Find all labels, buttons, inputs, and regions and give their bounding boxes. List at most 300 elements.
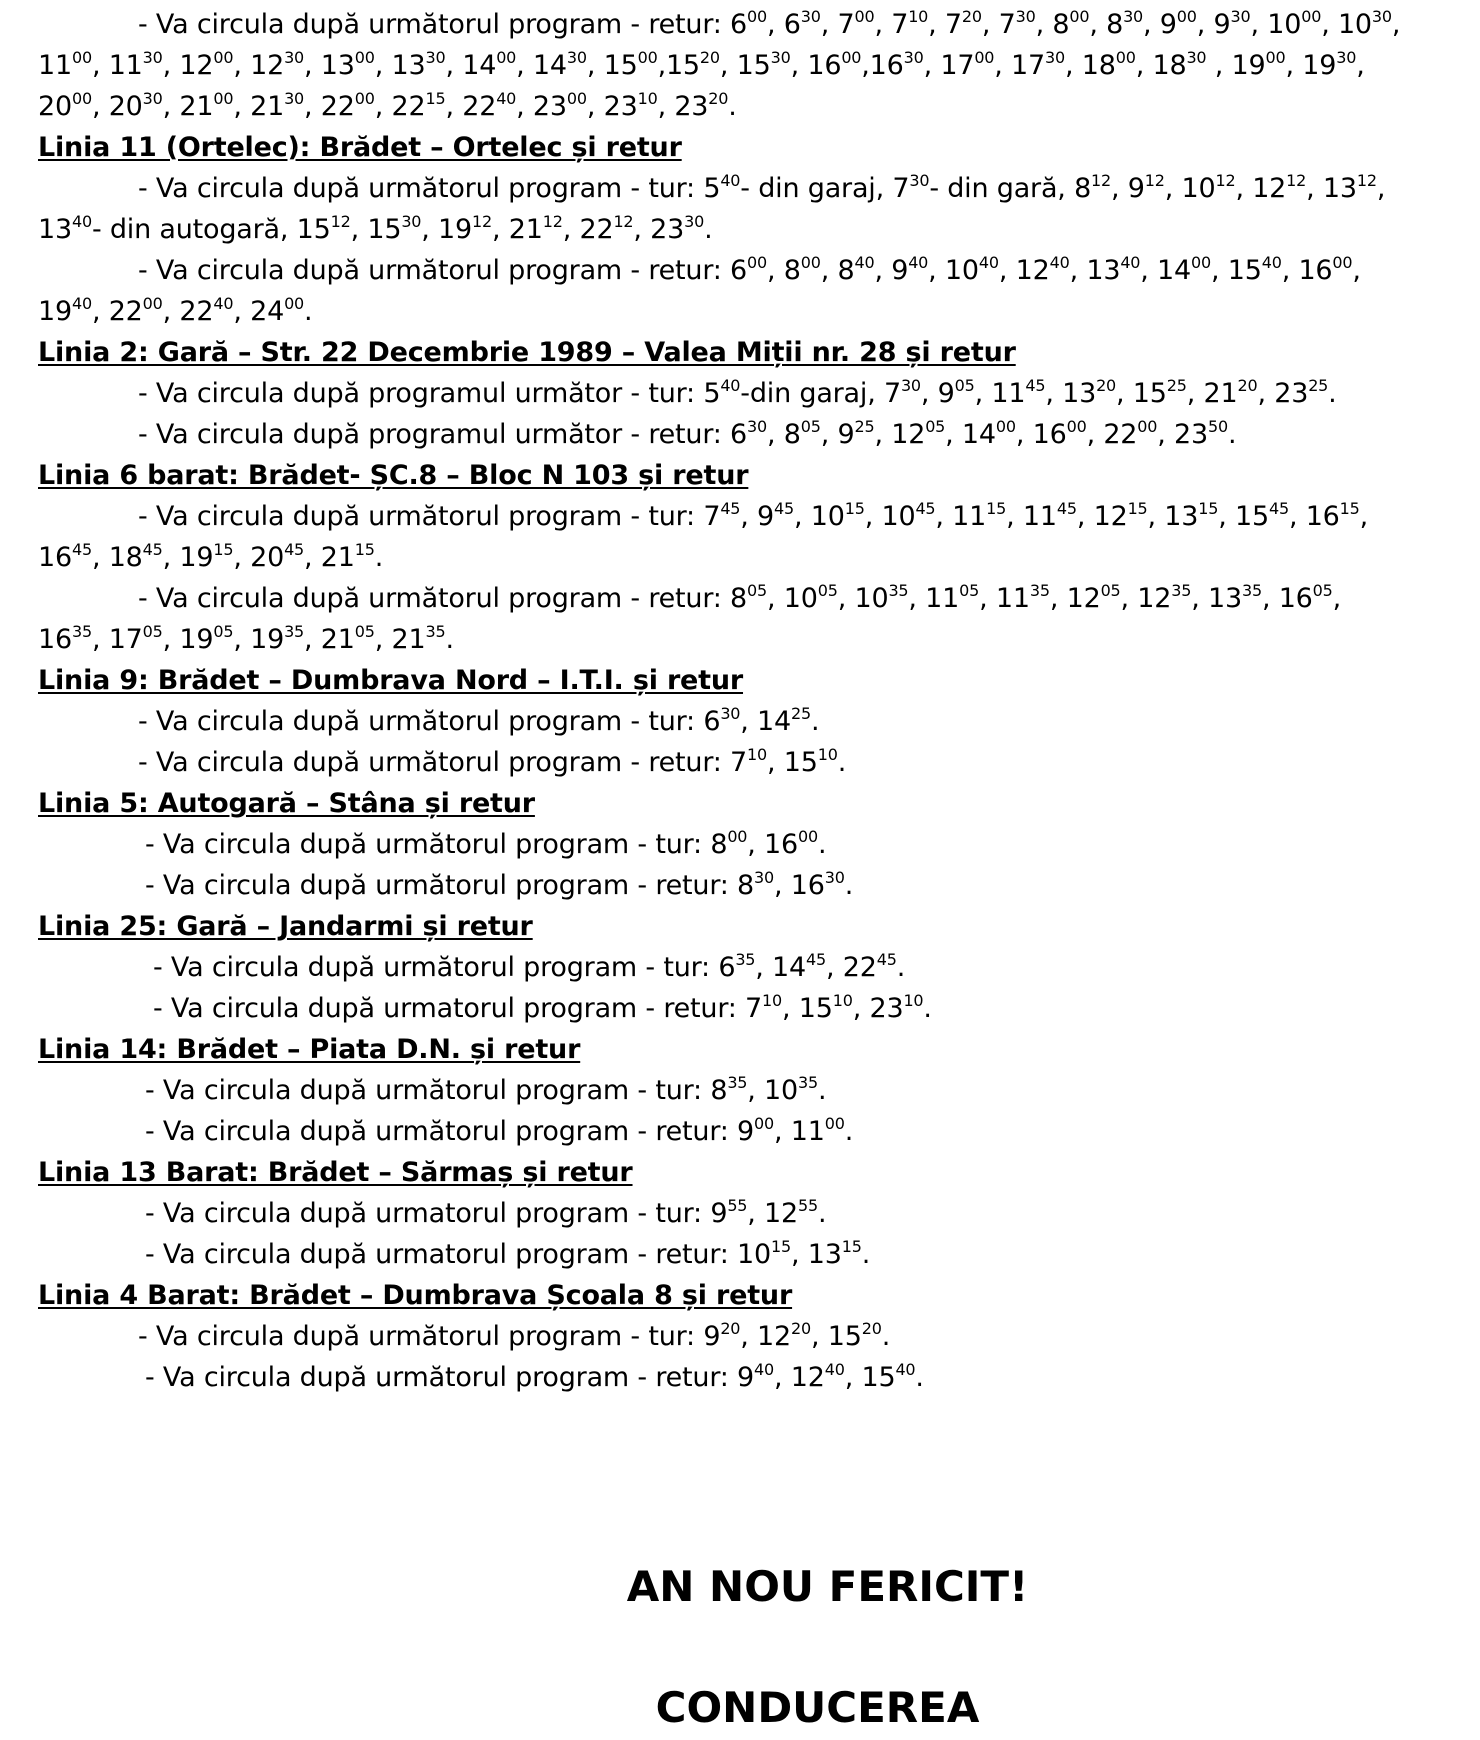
time-minutes: 00 [974, 48, 995, 67]
time-minutes: 00 [1069, 7, 1090, 26]
time-minutes: 05 [925, 417, 946, 436]
schedule-text: , 21 [304, 624, 355, 655]
schedule-line [38, 578, 1448, 619]
schedule-text: , 24 [233, 296, 285, 327]
schedule-text: , 20 [91, 91, 143, 122]
schedule-text: , 20 [233, 542, 285, 573]
schedule-text: , 15 [1218, 501, 1269, 532]
schedule-continuation [38, 291, 1448, 332]
time-minutes: 00 [800, 253, 821, 272]
time-minutes: 05 [959, 581, 980, 600]
schedule-text: , 10 [1321, 9, 1372, 40]
time-minutes: 35 [888, 581, 909, 600]
schedule-text: , 16 [1261, 583, 1313, 614]
schedule-text: , 14 [1140, 255, 1192, 286]
time-minutes: 30 [1336, 48, 1357, 67]
schedule-line [38, 1193, 1448, 1234]
schedule-text: - Va circula după următorul program - tur: 9 [138, 1321, 721, 1352]
schedule-text: - Va circula după următorul program - tur: 6 [153, 952, 736, 983]
schedule-text: 16 [38, 624, 72, 655]
time-minutes: 00 [1137, 417, 1158, 436]
schedule-text: , 12 [747, 1198, 799, 1229]
schedule-text: , 16 [1015, 419, 1067, 450]
schedule-text: , 10 [1250, 9, 1302, 40]
schedule-text: , 9 [1196, 9, 1231, 40]
time-minutes: 00 [747, 253, 768, 272]
schedule-text: - Va circula după următorul program - tur: 8 [145, 829, 728, 860]
time-minutes: 30 [284, 89, 305, 108]
schedule-text: , 10 [928, 255, 979, 286]
line-heading: Linia 14: Brădet – Piata D.N. și retur [38, 1034, 581, 1065]
schedule-line [38, 1357, 1448, 1398]
schedule-line [38, 168, 1448, 209]
time-minutes: 25 [791, 704, 811, 723]
time-minutes: 45 [1056, 499, 1077, 518]
time-minutes: 20 [861, 1319, 882, 1338]
time-minutes: 00 [1301, 7, 1322, 26]
schedule-text: , 22 [1086, 419, 1138, 450]
schedule-text: ,15 [657, 50, 700, 81]
time-minutes: 55 [727, 1196, 748, 1215]
schedule-text: , 8 [1089, 9, 1124, 40]
time-minutes: 50 [1208, 417, 1228, 436]
schedule-text: - Va circula după următorul program - tur: 7 [138, 501, 721, 532]
time-minutes: 45 [71, 540, 92, 559]
schedule-text: , 10 [794, 501, 845, 532]
time-minutes: 12 [1144, 171, 1165, 190]
schedule-line [38, 373, 1448, 414]
time-minutes: 00 [1176, 7, 1197, 26]
schedule-text: - Va circula după următorul program - tur: 6 [138, 706, 721, 737]
schedule-text: , 8 [767, 419, 801, 450]
schedule-text: , 12 [998, 255, 1050, 286]
schedule-text: , 7 [928, 9, 962, 40]
schedule-text: , 9 [874, 255, 909, 286]
schedule-text: , 23 [657, 91, 709, 122]
schedule-text: , 6 [767, 9, 801, 40]
schedule-text: , 13 [374, 50, 426, 81]
schedule-line [38, 701, 1448, 742]
schedule-text: , 16 [1281, 255, 1333, 286]
time-minutes: 05 [954, 376, 975, 395]
time-minutes: 20 [708, 89, 729, 108]
time-minutes: 10 [747, 745, 768, 764]
schedule-text: . [1328, 378, 1337, 409]
time-minutes: 40 [824, 1360, 845, 1379]
time-minutes: 05 [354, 622, 375, 641]
schedule-text: , 7 [820, 9, 855, 40]
schedule-line [38, 496, 1448, 537]
time-minutes: 40 [496, 89, 517, 108]
schedule-text: - Va circula după programul următor - retur: 6 [138, 419, 748, 450]
schedule-text: , 12 [1049, 583, 1101, 614]
schedule-text: 16 [38, 542, 72, 573]
time-minutes: 00 [995, 417, 1016, 436]
schedule-text: , 14 [945, 419, 996, 450]
time-minutes: 25 [854, 417, 875, 436]
schedule-text: , 10 [767, 583, 818, 614]
time-minutes: 10 [908, 7, 929, 26]
schedule-text: , 14 [516, 50, 567, 81]
schedule-text: , [1391, 9, 1401, 40]
time-minutes: 00 [1066, 417, 1087, 436]
time-minutes: 30 [1371, 7, 1392, 26]
schedule-text: , 19 [1285, 50, 1337, 81]
time-minutes: 00 [213, 48, 234, 67]
time-minutes: 12 [542, 212, 563, 231]
time-minutes: 30 [903, 48, 924, 67]
schedule-text: , 12 [740, 1321, 792, 1352]
time-minutes: 40 [854, 253, 875, 272]
schedule-line [38, 1111, 1448, 1152]
time-minutes: 30 [900, 376, 921, 395]
time-minutes: 00 [1115, 48, 1136, 67]
time-minutes: 15 [354, 540, 375, 559]
schedule-text: - Va circula după următorul program - retur: 6 [138, 9, 748, 40]
schedule-line [38, 865, 1448, 906]
schedule-text: , 11 [774, 1116, 825, 1147]
schedule-text: . [728, 91, 737, 122]
time-minutes: 00 [496, 48, 517, 67]
time-minutes: 00 [284, 294, 305, 313]
schedule-text: , 19 [233, 624, 285, 655]
time-minutes: 00 [213, 89, 234, 108]
schedule-text: - Va circula după urmatorul program - retur: 7 [153, 993, 763, 1024]
time-minutes: 15 [213, 540, 234, 559]
time-minutes: 00 [754, 1114, 775, 1133]
time-minutes: 45 [1025, 376, 1046, 395]
schedule-text: , 12 [1120, 583, 1172, 614]
time-minutes: 12 [472, 212, 492, 231]
schedule-text: , 11 [91, 50, 143, 81]
time-minutes: 30 [1123, 7, 1144, 26]
schedule-text: . [844, 1116, 854, 1147]
schedule-text: , 7 [874, 9, 909, 40]
time-minutes: 30 [770, 48, 791, 67]
schedule-text: , 9 [1143, 9, 1177, 40]
schedule-text: . [818, 829, 827, 860]
schedule-text: - Va circula după programul următor - tur: 5 [138, 378, 721, 409]
schedule-text: , 23 [586, 91, 638, 122]
schedule-text: , 13 [1069, 255, 1121, 286]
time-minutes: 20 [1237, 376, 1258, 395]
time-minutes: 20 [961, 7, 982, 26]
schedule-text: , 16 [790, 50, 842, 81]
schedule-text: - Va circula după următorul program - retur: 6 [138, 255, 748, 286]
schedule-text: , 19 [421, 214, 473, 245]
time-minutes: 30 [684, 212, 705, 231]
time-minutes: 25 [1308, 376, 1329, 395]
line-heading: Linia 25: Gară – Jandarmi și retur [38, 911, 533, 942]
schedule-text: . [881, 1321, 891, 1352]
time-minutes: 00 [354, 48, 375, 67]
time-minutes: 35 [798, 1073, 818, 1092]
time-minutes: 00 [1191, 253, 1211, 272]
time-minutes: 35 [284, 622, 305, 641]
time-minutes: 25 [1166, 376, 1187, 395]
schedule-text: , 22 [91, 296, 143, 327]
time-minutes: 30 [1230, 7, 1251, 26]
time-minutes: 12 [613, 212, 634, 231]
schedule-text: , 9 [740, 501, 775, 532]
time-minutes: 00 [854, 7, 875, 26]
schedule-text: . [445, 624, 454, 655]
schedule-text: - Va circula după următorul program - tur: 5 [138, 173, 721, 204]
schedule-text: . [704, 214, 713, 245]
time-minutes: 12 [1356, 171, 1377, 190]
schedule-text: . [896, 952, 906, 983]
time-minutes: 30 [754, 868, 775, 887]
time-minutes: 30 [1015, 7, 1036, 26]
time-minutes: 45 [284, 540, 305, 559]
time-minutes: 05 [1100, 581, 1121, 600]
schedule-text: , [1376, 173, 1386, 204]
time-minutes: 40 [978, 253, 999, 272]
schedule-text: , [1332, 583, 1342, 614]
schedule-line [38, 1316, 1448, 1357]
schedule-text: , 15 [586, 50, 638, 81]
schedule-text: , 11 [908, 583, 960, 614]
schedule-text: , 15 [1116, 378, 1167, 409]
schedule-text: , 14 [740, 706, 792, 737]
schedule-text: , 22 [562, 214, 614, 245]
schedule-text: , [1356, 50, 1365, 81]
time-minutes: 40 [720, 171, 741, 190]
schedule-text: , 17 [994, 50, 1046, 81]
schedule-text: . [304, 296, 313, 327]
schedule-text: , 12 [774, 1362, 825, 1393]
time-minutes: 10 [903, 991, 924, 1010]
time-minutes: 40 [213, 294, 234, 313]
schedule-text: - Va circula după urmatorul program - tur: 9 [145, 1198, 728, 1229]
time-minutes: 45 [915, 499, 936, 518]
schedule-text: - din gară, 8 [929, 173, 1092, 204]
schedule-text: , 12 [233, 50, 285, 81]
time-minutes: 05 [1312, 581, 1333, 600]
schedule-continuation [38, 619, 1448, 660]
schedule-line [38, 988, 1448, 1029]
schedule-line [38, 742, 1448, 783]
time-minutes: 40 [1120, 253, 1141, 272]
schedule-text: , 22 [304, 91, 355, 122]
schedule-text: , 10 [1164, 173, 1216, 204]
time-minutes: 05 [800, 417, 821, 436]
schedule-text: , 15 [719, 50, 771, 81]
schedule-text: , 16 [747, 829, 799, 860]
time-minutes: 12 [330, 212, 351, 231]
schedule-text: , 15 [767, 747, 818, 778]
schedule-text: , 13 [304, 50, 355, 81]
schedule-text: , 13 [1191, 583, 1242, 614]
schedule-text: - Va circula după următorul program - retur: 8 [138, 583, 748, 614]
schedule-text: , 8 [1035, 9, 1070, 40]
time-minutes: 12 [1286, 171, 1307, 190]
line-heading: Linia 5: Autogară – Stâna și retur [38, 788, 535, 819]
time-minutes: 30 [142, 89, 163, 108]
schedule-text: , 12 [162, 50, 214, 81]
time-minutes: 00 [841, 48, 862, 67]
schedule-text: , 10 [864, 501, 916, 532]
time-minutes: 00 [637, 48, 658, 67]
schedule-text: , 15 [811, 1321, 862, 1352]
time-minutes: 45 [774, 499, 795, 518]
time-minutes: 15 [1198, 499, 1219, 518]
time-minutes: 40 [895, 1360, 916, 1379]
time-minutes: 30 [425, 48, 446, 67]
schedule-text: , 16 [1288, 501, 1340, 532]
schedule-text: , 15 [1210, 255, 1262, 286]
line-heading: Linia 13 Barat: Brădet – Sărmaș și retur [38, 1157, 633, 1188]
schedule-text: - din autogară, 15 [91, 214, 331, 245]
schedule-text: , 23 [852, 993, 904, 1024]
time-minutes: 30 [824, 868, 845, 887]
schedule-text: ,16 [861, 50, 904, 81]
schedule-text: , 18 [1135, 50, 1187, 81]
schedule-text: . [844, 870, 854, 901]
time-minutes: 40 [908, 253, 929, 272]
schedule-text: , 15 [350, 214, 402, 245]
time-minutes: 30 [1186, 48, 1207, 67]
schedule-text: . [818, 1075, 827, 1106]
time-minutes: 35 [71, 622, 92, 641]
time-minutes: 00 [354, 89, 375, 108]
schedule-text: , 18 [91, 542, 143, 573]
time-minutes: 30 [720, 704, 741, 723]
schedule-text: , 13 [1147, 501, 1199, 532]
time-minutes: 10 [637, 89, 658, 108]
schedule-text: , 19 [162, 624, 214, 655]
schedule-text: . [861, 1239, 871, 1270]
schedule-text: , 23 [633, 214, 685, 245]
schedule-text: , 22 [374, 91, 426, 122]
schedule-text: , 10 [837, 583, 889, 614]
schedule-line [38, 824, 1448, 865]
schedule-text: - Va circula după următorul program - retur: 9 [145, 1362, 755, 1393]
time-minutes: 45 [142, 540, 163, 559]
schedule-text: , 21 [162, 91, 214, 122]
schedule-text: , 8 [820, 255, 855, 286]
schedule-text: , 23 [1157, 419, 1208, 450]
time-minutes: 00 [71, 48, 92, 67]
schedule-text: , 16 [774, 870, 825, 901]
schedule-text: , 17 [923, 50, 975, 81]
time-minutes: 00 [566, 89, 587, 108]
time-minutes: 35 [1029, 581, 1050, 600]
schedule-text: , 11 [935, 501, 987, 532]
time-minutes: 30 [566, 48, 587, 67]
schedule-text: , 23 [1257, 378, 1309, 409]
schedule-line [38, 4, 1448, 45]
signature-text: CONDUCEREA [655, 1683, 980, 1732]
time-minutes: 00 [798, 827, 818, 846]
schedule-text: , 22 [826, 952, 877, 983]
time-minutes: 30 [800, 7, 821, 26]
time-minutes: 35 [425, 622, 446, 641]
time-minutes: 40 [720, 376, 741, 395]
line-heading: Linia 6 barat: Brădet- ȘC.8 – Bloc N 103 și retur [38, 460, 749, 491]
schedule-text: , 21 [304, 542, 355, 573]
schedule-document [38, 4, 1448, 1398]
schedule-continuation [38, 45, 1448, 86]
time-minutes: 30 [909, 171, 930, 190]
time-minutes: 15 [844, 499, 865, 518]
schedule-text: , 12 [1235, 173, 1287, 204]
schedule-text: 11 [38, 50, 72, 81]
schedule-text: , 12 [874, 419, 926, 450]
time-minutes: 15 [841, 1237, 862, 1256]
schedule-continuation [38, 537, 1448, 578]
schedule-text: , 22 [445, 91, 497, 122]
schedule-text: , 9 [820, 419, 855, 450]
time-minutes: 05 [817, 581, 838, 600]
time-minutes: 00 [71, 89, 92, 108]
time-minutes: 00 [727, 827, 748, 846]
time-minutes: 15 [1127, 499, 1148, 518]
schedule-text: , 13 [790, 1239, 842, 1270]
line-heading: Linia 11 (Ortelec): Brădet – Ortelec și retur [38, 132, 682, 163]
schedule-text: , 15 [782, 993, 833, 1024]
schedule-text: , 11 [1006, 501, 1057, 532]
schedule-text: , [1359, 501, 1369, 532]
time-minutes: 10 [762, 991, 783, 1010]
time-minutes: 35 [1171, 581, 1192, 600]
schedule-text: , 9 [1111, 173, 1145, 204]
schedule-text: . [1227, 419, 1237, 450]
schedule-text: , 11 [974, 378, 1026, 409]
line-heading: Linia 2: Gară – Str. 22 Decembrie 1989 – Valea Miții nr. 28 și retur [38, 337, 1016, 368]
schedule-text: , 19 [1206, 50, 1266, 81]
schedule-text: , 14 [445, 50, 497, 81]
schedule-text: . [915, 1362, 924, 1393]
time-minutes: 30 [401, 212, 422, 231]
schedule-text: , 19 [162, 542, 214, 573]
time-minutes: 00 [1265, 48, 1286, 67]
time-minutes: 45 [876, 950, 897, 969]
time-minutes: 20 [720, 1319, 741, 1338]
schedule-text: 19 [38, 296, 72, 327]
schedule-text: , 9 [920, 378, 955, 409]
time-minutes: 15 [771, 1237, 791, 1256]
time-minutes: 05 [213, 622, 234, 641]
time-minutes: 35 [1241, 581, 1262, 600]
schedule-text: , 21 [233, 91, 285, 122]
schedule-text: -din garaj, 7 [740, 378, 901, 409]
schedule-text: , 18 [1065, 50, 1116, 81]
schedule-text: , 14 [755, 952, 807, 983]
time-minutes: 30 [1045, 48, 1065, 67]
schedule-text: 13 [38, 214, 72, 245]
schedule-text: . [837, 747, 847, 778]
time-minutes: 30 [284, 48, 305, 67]
time-minutes: 10 [832, 991, 853, 1010]
line-heading: Linia 4 Barat: Brădet – Dumbrava Școala 8 și retur [38, 1280, 793, 1311]
time-minutes: 40 [1049, 253, 1070, 272]
schedule-continuation [38, 86, 1448, 127]
schedule-text: , 21 [374, 624, 426, 655]
schedule-text: . [818, 1198, 827, 1229]
time-minutes: 05 [747, 581, 768, 600]
schedule-text: , 22 [162, 296, 214, 327]
time-minutes: 30 [747, 417, 768, 436]
time-minutes: 00 [1332, 253, 1353, 272]
time-minutes: 00 [747, 7, 768, 26]
schedule-line [38, 947, 1448, 988]
schedule-text: , 21 [1186, 378, 1238, 409]
time-minutes: 12 [1091, 171, 1112, 190]
time-minutes: 55 [798, 1196, 818, 1215]
schedule-text: - Va circula după următorul program - retur: 7 [138, 747, 748, 778]
schedule-line [38, 1070, 1448, 1111]
